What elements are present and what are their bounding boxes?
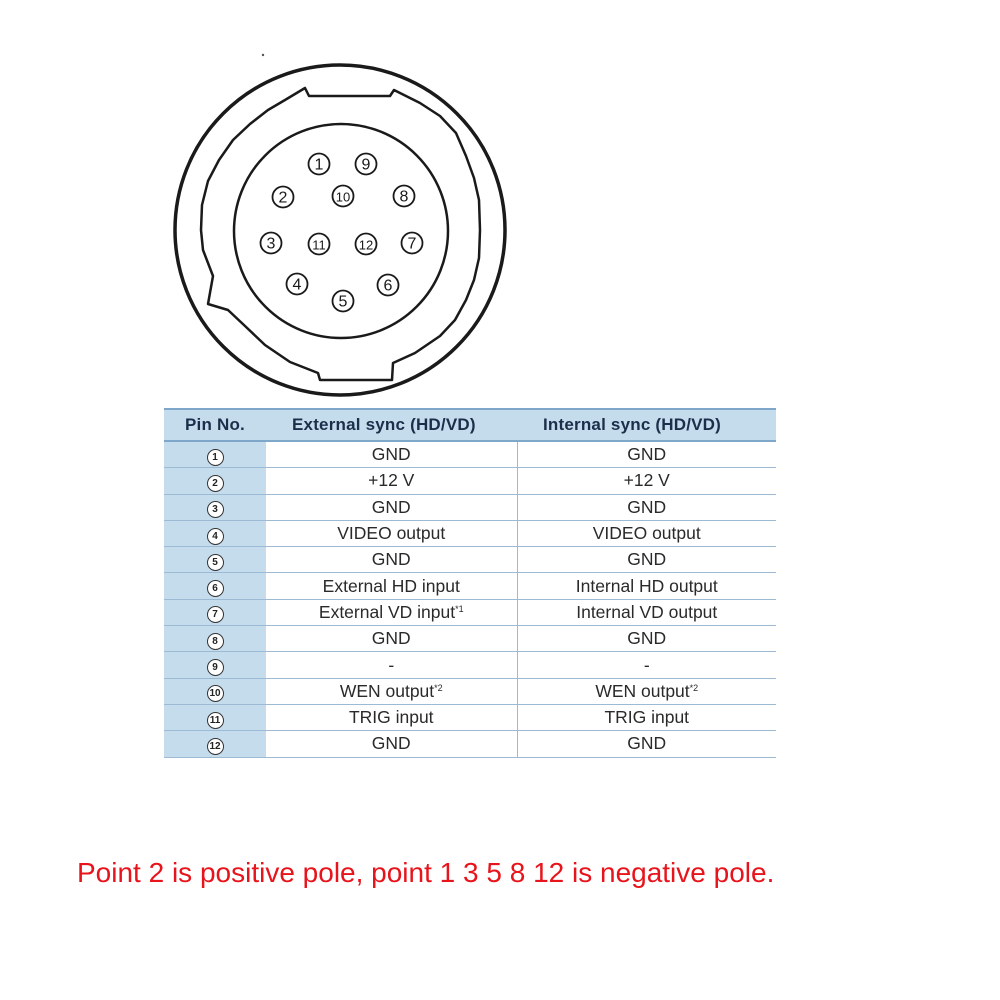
cell-pin xyxy=(164,652,266,678)
cell-internal xyxy=(517,494,776,520)
table-row xyxy=(164,468,776,494)
cell-pin xyxy=(164,494,266,520)
pin-number-badge: 3 xyxy=(207,501,224,518)
pin-label: 12 xyxy=(358,237,374,253)
pin-label: 6 xyxy=(383,277,393,295)
table-row xyxy=(164,704,776,730)
internal-function: GND xyxy=(627,733,667,754)
connector-diagram xyxy=(0,0,1000,400)
pin-number-badge: 1 xyxy=(207,449,224,466)
cell-pin xyxy=(164,547,266,573)
cell-internal xyxy=(517,626,776,652)
cell-internal xyxy=(517,520,776,546)
table-row xyxy=(164,547,776,573)
cell-internal xyxy=(517,441,776,468)
cell-internal xyxy=(517,678,776,704)
pin-label: 3 xyxy=(266,235,276,253)
external-function: - xyxy=(388,654,395,675)
header-external-sync: External sync (HD/VD) xyxy=(266,409,517,441)
header-pin-no: Pin No. xyxy=(164,409,266,441)
internal-function: GND xyxy=(627,549,667,570)
connector-pin-6 xyxy=(378,275,399,296)
external-footnote: *1 xyxy=(455,603,464,614)
table-row xyxy=(164,678,776,704)
table-row xyxy=(164,652,776,678)
pin-number-badge: 2 xyxy=(207,475,224,492)
pin-label: 4 xyxy=(292,276,302,294)
pin-label: 2 xyxy=(278,189,288,207)
pin-table-body xyxy=(164,441,776,757)
table-row xyxy=(164,626,776,652)
connector-pin-10 xyxy=(333,186,354,207)
connector-pin-2 xyxy=(273,187,294,208)
cell-external xyxy=(266,652,517,678)
polarity-note: Point 2 is positive pole, point 1 3 5 8 12 is negative pole. xyxy=(77,857,775,888)
cell-external xyxy=(266,626,517,652)
internal-function: Internal HD output xyxy=(575,575,718,596)
external-function: GND xyxy=(371,628,411,649)
pin-label: 11 xyxy=(312,237,326,253)
cell-pin xyxy=(164,731,266,757)
table-header-row xyxy=(164,409,776,441)
table-row xyxy=(164,520,776,546)
external-function: External HD input xyxy=(322,575,460,596)
pin-label: 10 xyxy=(335,189,351,205)
internal-function: WEN output xyxy=(595,680,690,701)
connector-pin-12 xyxy=(356,234,377,255)
pin-label: 7 xyxy=(407,235,417,253)
internal-function: VIDEO output xyxy=(592,523,701,544)
cell-external xyxy=(266,520,517,546)
cell-external xyxy=(266,704,517,730)
connector-pin-3 xyxy=(261,233,282,254)
cell-pin xyxy=(164,704,266,730)
cell-internal xyxy=(517,468,776,494)
cell-internal xyxy=(517,704,776,730)
internal-function: TRIG input xyxy=(604,707,690,728)
pin-number-badge: 5 xyxy=(207,554,224,571)
pin-number-badge: 6 xyxy=(207,580,224,597)
connector-pin-4 xyxy=(287,274,308,295)
pin-label: 1 xyxy=(314,156,324,174)
table-row xyxy=(164,599,776,625)
pin-label: 9 xyxy=(361,156,371,174)
cell-pin xyxy=(164,441,266,468)
external-function: GND xyxy=(371,733,411,754)
pin-number-badge: 9 xyxy=(207,659,224,676)
speck-dot xyxy=(262,54,264,56)
pin-label: 5 xyxy=(338,293,348,311)
cell-pin xyxy=(164,599,266,625)
header-internal-sync: Internal sync (HD/VD) xyxy=(517,409,776,441)
cell-external xyxy=(266,678,517,704)
cell-pin xyxy=(164,468,266,494)
pin-number-badge: 8 xyxy=(207,633,224,650)
connector-pin-11 xyxy=(309,234,330,255)
internal-function: GND xyxy=(627,444,667,465)
external-function: +12 V xyxy=(368,470,415,491)
external-function: GND xyxy=(371,496,411,517)
pin-group xyxy=(261,154,423,312)
cell-external xyxy=(266,547,517,573)
pin-number-badge: 4 xyxy=(207,528,224,545)
cell-external xyxy=(266,468,517,494)
internal-function: GND xyxy=(627,628,667,649)
connector-outer-ring xyxy=(175,65,505,395)
pin-number-badge: 11 xyxy=(207,712,224,729)
pin-number-badge: 7 xyxy=(207,606,224,623)
cell-external xyxy=(266,573,517,599)
table-row xyxy=(164,731,776,757)
external-function: VIDEO output xyxy=(337,523,446,544)
external-function: GND xyxy=(371,444,411,465)
internal-function: Internal VD output xyxy=(576,601,718,622)
pin-number-badge: 12 xyxy=(207,738,224,755)
external-function: External VD input xyxy=(318,601,456,622)
internal-function: GND xyxy=(627,496,667,517)
table-row xyxy=(164,494,776,520)
pin-label: 8 xyxy=(399,188,409,206)
connector-pin-5 xyxy=(333,291,354,312)
cell-external xyxy=(266,731,517,757)
external-footnote: *2 xyxy=(434,682,443,693)
connector-pin-1 xyxy=(309,154,330,175)
cell-pin xyxy=(164,626,266,652)
cell-internal xyxy=(517,573,776,599)
connector-pin-8 xyxy=(394,186,415,207)
cell-internal xyxy=(517,547,776,573)
cell-internal xyxy=(517,599,776,625)
connector-pin-7 xyxy=(402,233,423,254)
cell-external xyxy=(266,441,517,468)
pin-table xyxy=(164,408,776,758)
external-function: TRIG input xyxy=(348,707,434,728)
internal-function: +12 V xyxy=(623,470,670,491)
pin-number-badge: 10 xyxy=(207,685,224,702)
table-row xyxy=(164,573,776,599)
external-function: WEN output xyxy=(339,680,435,701)
cell-internal xyxy=(517,731,776,757)
cell-external xyxy=(266,494,517,520)
cell-pin xyxy=(164,678,266,704)
internal-function: - xyxy=(643,654,650,675)
cell-external xyxy=(266,599,517,625)
external-function: GND xyxy=(371,549,411,570)
connector-pin-9 xyxy=(356,154,377,175)
internal-footnote: *2 xyxy=(689,682,699,693)
cell-internal xyxy=(517,652,776,678)
connector-keyed-shell xyxy=(201,88,480,380)
table-row xyxy=(164,441,776,468)
cell-pin xyxy=(164,520,266,546)
cell-pin xyxy=(164,573,266,599)
